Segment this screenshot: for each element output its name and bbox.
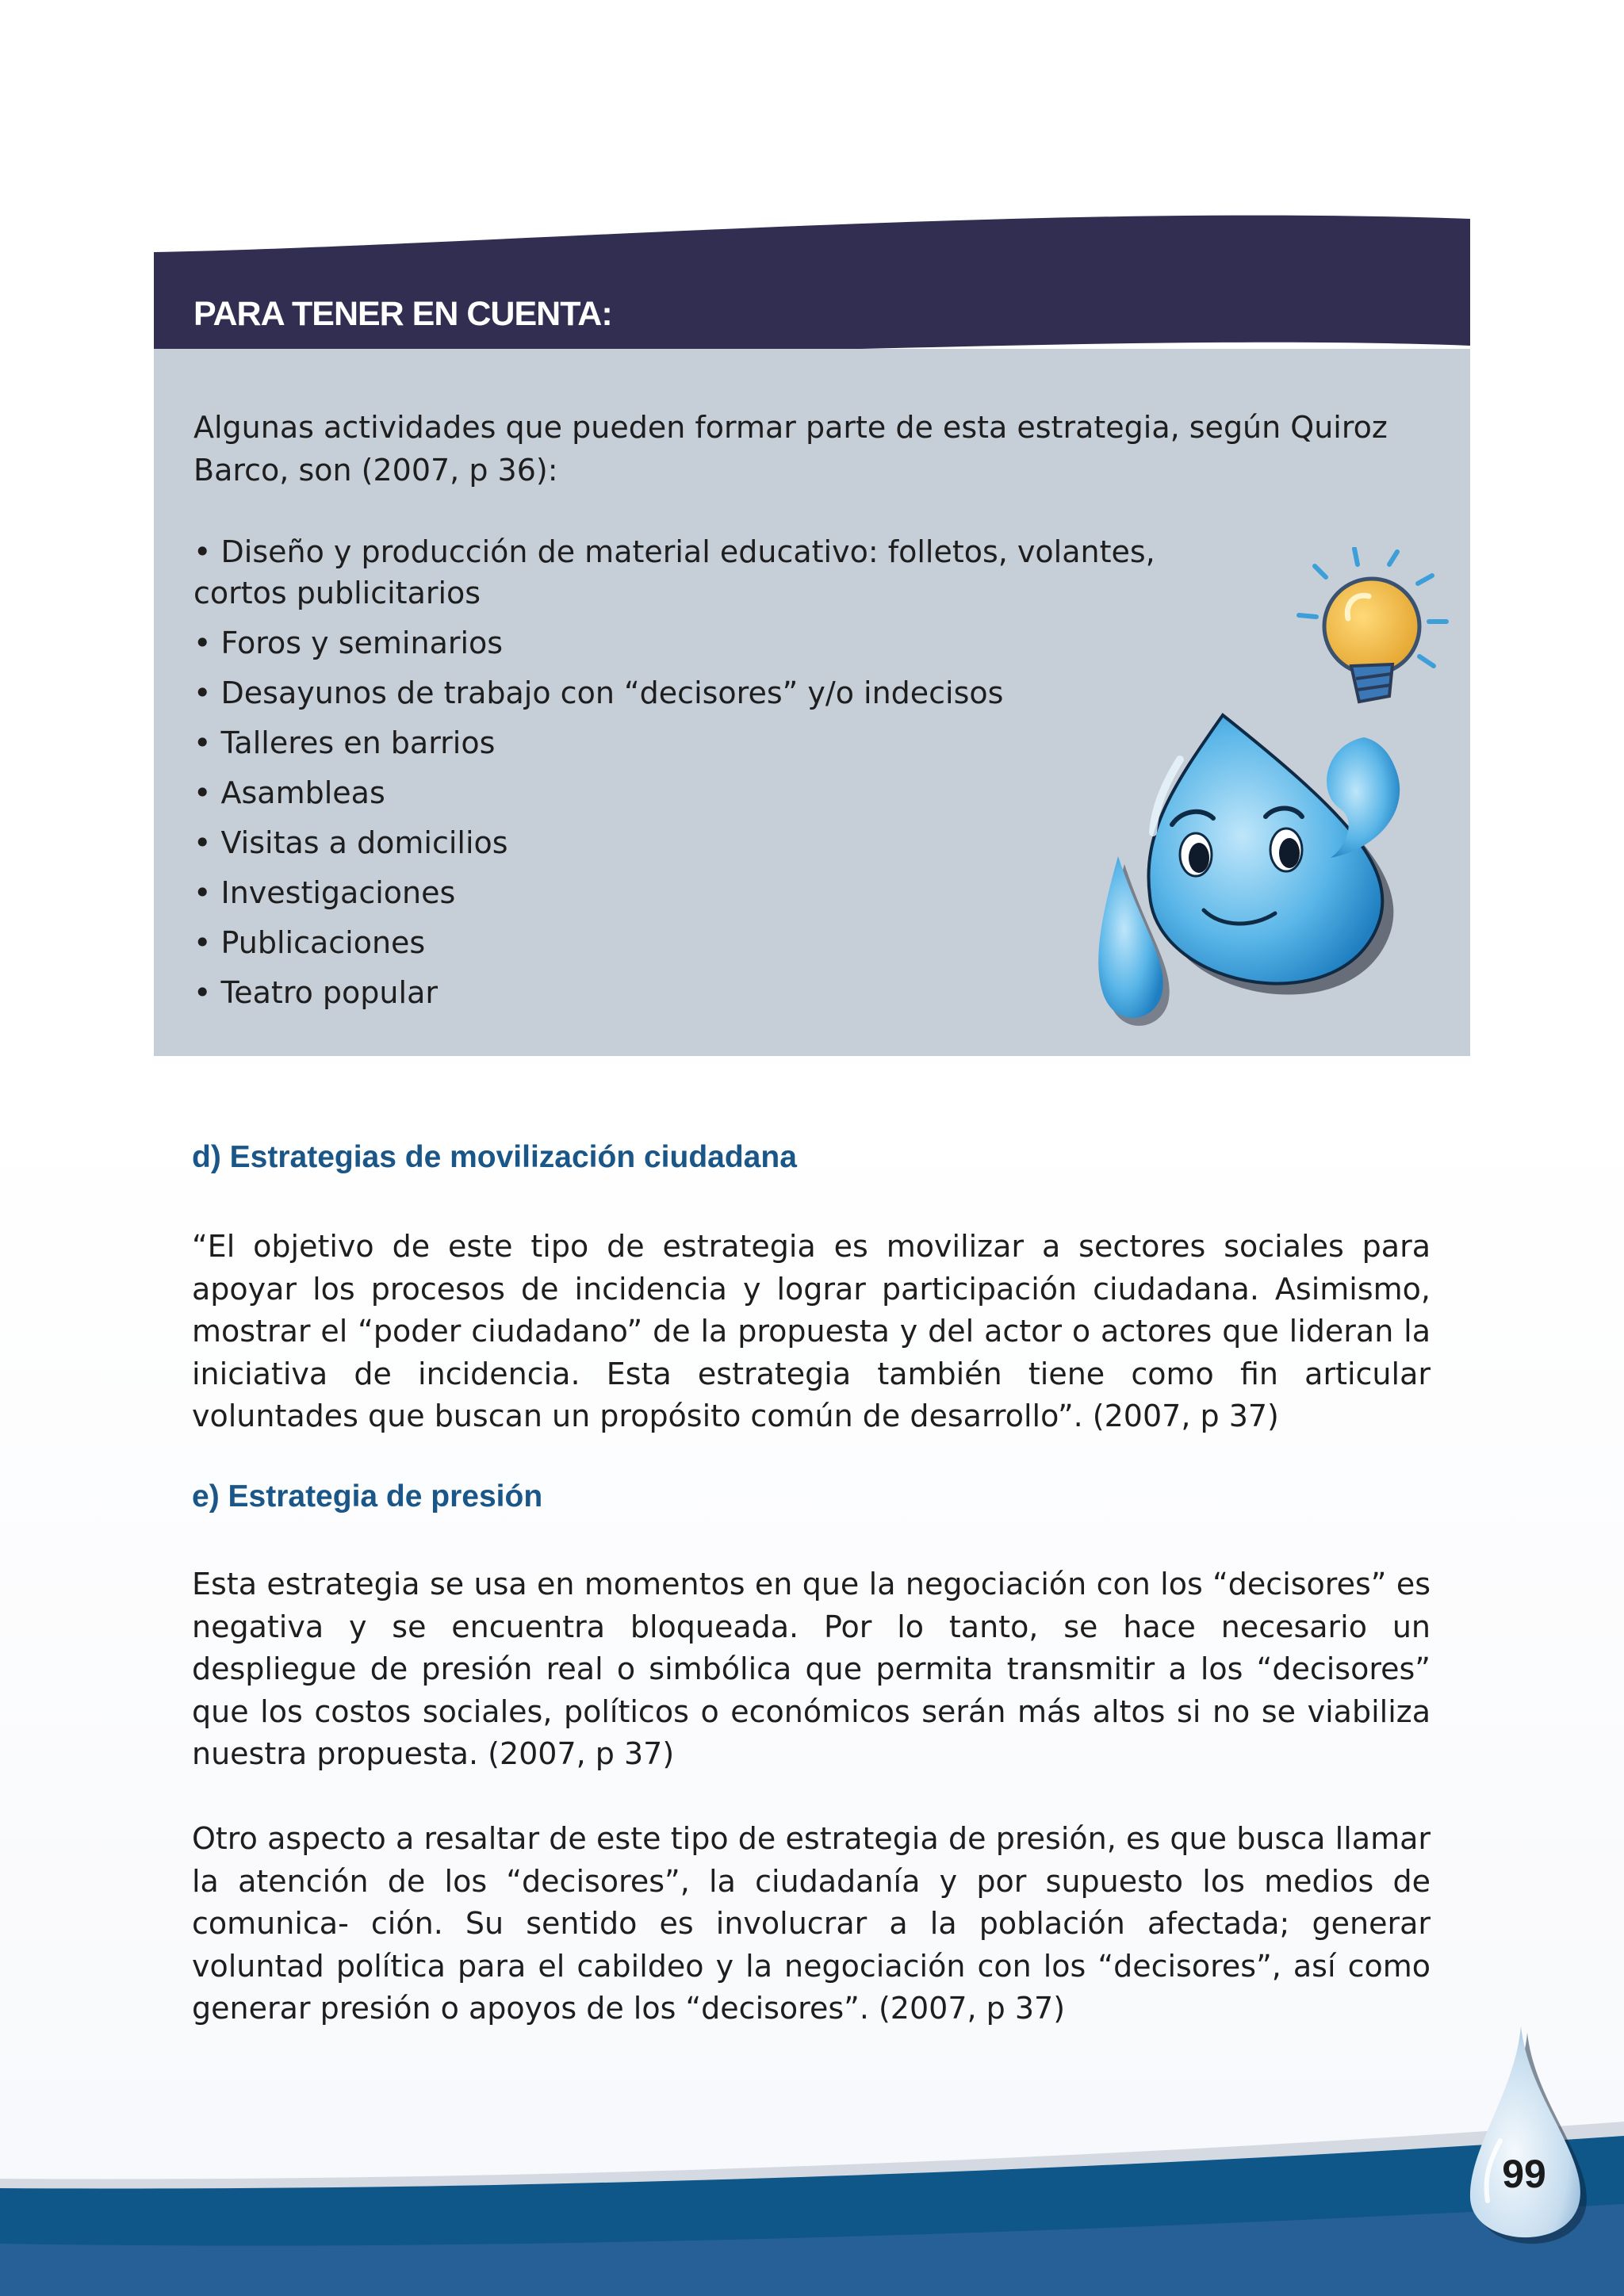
lightbulb-icon xyxy=(1299,549,1446,702)
section-e-paragraph-1: Esta estrategia se usa en momentos en que la negociación con los “decisores” es negativa y se encuentra bloqueada. Por lo tanto, se hace necesario un despliegue de presión real o simbólica que permita transmitir a los “decisores” que los costos sociales, políticos o económicos serán más altos si no se viabiliza nuestra propuesta. (2007, p 37) xyxy=(192,1567,1431,1771)
page-number: 99 xyxy=(1502,2152,1546,2196)
info-box-intro: Algunas actividades que pueden formar parte de esta estrategia, según Quiroz Barco, son (2007, p 36): xyxy=(193,410,1388,488)
list-item: • Desayunos de trabajo con “decisores” y/o indecisos xyxy=(193,672,1256,714)
list-item: • Foros y seminarios xyxy=(193,622,1256,664)
list-item: • Visitas a domicilios xyxy=(193,822,1256,863)
footer-wave xyxy=(0,2093,1624,2296)
section-e-heading: e) Estrategia de presión xyxy=(192,1479,543,1513)
page-drop-icon xyxy=(1453,2022,1595,2260)
list-item: • Teatro popular xyxy=(193,972,1256,1013)
list-item: • Diseño y producción de material educativo: folletos, volantes, cortos publicitarios xyxy=(193,531,1256,614)
section-d-paragraph: “El objetivo de este tipo de estrategia es movilizar a sectores sociales para apoyar los procesos de incidencia y lograr participación ciudadana. Asimismo, mostrar el “poder ciudadano” de la propuesta y del actor o actores que lideran la iniciativa de incidencia. Esta estrategia también tiene como fin articular voluntades que buscan un propósito común de desarrollo”. (2007, p 37) xyxy=(192,1229,1431,1433)
list-item: • Asambleas xyxy=(193,772,1256,813)
info-box-title: PARA TENER EN CUENTA: xyxy=(193,295,612,333)
water-drop-mascot-icon xyxy=(1078,547,1475,1054)
list-item: • Talleres en barrios xyxy=(193,722,1256,763)
list-item: • Investigaciones xyxy=(193,872,1256,913)
section-d-heading: d) Estrategias de movilización ciudadana xyxy=(192,1140,797,1174)
section-e-paragraph-2: Otro aspecto a resaltar de este tipo de estrategia de presión, es que busca llamar la atención de los “decisores”, la ciudadanía y por supuesto los medios de comunica- ción. Su sentido es involucrar a la población afectada; generar voluntad política para el cabildeo y la negociación con los “decisores”, así como generar presión o apoyos de los “decisores”. (2007, p 37) xyxy=(192,1821,1431,2026)
info-box-header-band xyxy=(152,212,1472,360)
list-item: • Publicaciones xyxy=(193,922,1256,963)
